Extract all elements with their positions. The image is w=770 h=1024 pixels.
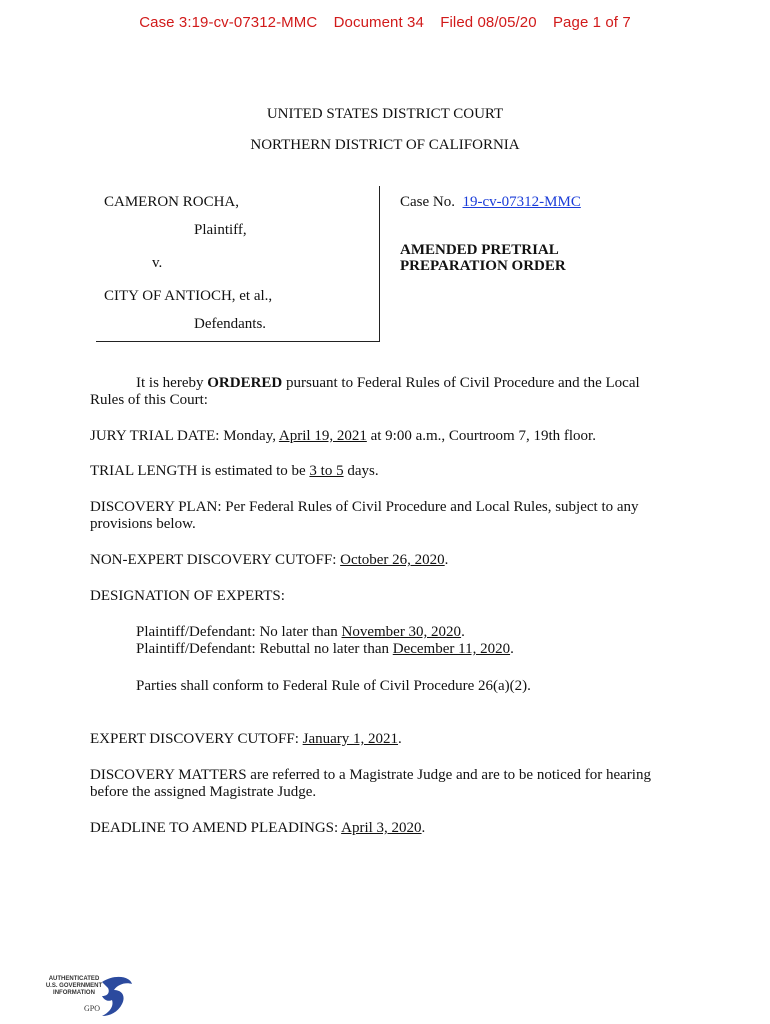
caption-divider-vertical: [379, 186, 380, 342]
expert-cutoff-label: EXPERT DISCOVERY CUTOFF:: [90, 731, 303, 747]
intro-text: It is hereby: [136, 375, 208, 391]
court-name: UNITED STATES DISTRICT COURT: [266, 106, 504, 122]
discovery-line1: DISCOVERY PLAN: Per Federal Rules of Civil Procedure and Local Rules, subject to any: [90, 499, 639, 515]
discovery-line2: provisions below.: [90, 516, 196, 532]
jury-trial-date: [90, 428, 690, 445]
experts-1-date: November 30, 2020: [341, 624, 462, 640]
amend-date: April 3, 2020: [341, 820, 422, 836]
case-no-label: Case No.: [400, 194, 455, 210]
caption-divider-horizontal: [96, 341, 380, 342]
gpo-logo-sub: GPO: [84, 1004, 101, 1013]
nonexpert-label: NON-EXPERT DISCOVERY CUTOFF:: [90, 552, 341, 568]
stamp-page: Page 1 of 7: [552, 14, 631, 31]
discovery-plan: [90, 499, 690, 533]
amend-period: .: [421, 820, 426, 836]
intro-paragraph: [90, 375, 690, 409]
stamp-document: Document 34: [333, 14, 424, 31]
ecf-header-stamp: [0, 14, 770, 31]
order-title-line2: PREPARATION ORDER: [400, 258, 566, 274]
intro-line2: Rules of this Court:: [90, 392, 208, 408]
experts-1-period: .: [461, 624, 465, 640]
jury-label: JURY TRIAL DATE: Monday,: [90, 428, 279, 444]
length-unit: days.: [343, 463, 379, 479]
experts-2-date: December 11, 2020: [392, 641, 511, 657]
versus: v.: [152, 255, 163, 271]
gpo-authentication-logo: [44, 974, 134, 1018]
order-title-line1: AMENDED PRETRIAL: [400, 242, 559, 258]
experts-2-label: Plaintiff/Defendant: Rebuttal no later than: [136, 641, 393, 657]
expert-cutoff-period: .: [398, 731, 402, 747]
matters-line1: DISCOVERY MATTERS are referred to a Magistrate Judge and are to be noticed for hearing: [90, 767, 651, 783]
experts-heading: DESIGNATION OF EXPERTS:: [90, 588, 285, 604]
court-district: NORTHERN DISTRICT OF CALIFORNIA: [250, 137, 520, 153]
non-expert-cutoff: [90, 552, 690, 569]
nonexpert-date: October 26, 2020: [340, 552, 445, 568]
order-title: [400, 242, 566, 274]
amend-pleadings-deadline: [90, 820, 690, 837]
length-label: TRIAL LENGTH is estimated to be: [90, 463, 310, 479]
intro-text-rest: pursuant to Federal Rules of Civil Procedure and the Local: [282, 375, 640, 391]
experts-conform: Parties shall conform to Federal Rule of Civil Procedure 26(a)(2).: [136, 678, 531, 694]
jury-details: at 9:00 a.m., Courtroom 7, 19th floor.: [366, 428, 596, 444]
eagle-icon: [96, 974, 136, 1018]
stamp-filed: Filed 08/05/20: [440, 14, 537, 31]
experts-2-period: .: [510, 641, 514, 657]
experts-deadline-2: [136, 641, 514, 658]
case-number-link[interactable]: 19-cv-07312-MMC: [462, 194, 581, 210]
amend-label: DEADLINE TO AMEND PLEADINGS:: [90, 820, 342, 836]
plaintiff-name: CAMERON ROCHA,: [104, 194, 240, 210]
expert-cutoff-date: January 1, 2021: [302, 731, 399, 747]
nonexpert-period: .: [444, 552, 449, 568]
trial-length: [90, 463, 690, 480]
case-number: [400, 194, 581, 211]
stamp-case: Case 3:19-cv-07312-MMC: [139, 14, 318, 31]
gpo-logo-text: AUTHENTICATED U.S. GOVERNMENT INFORMATION: [45, 976, 103, 996]
defendant-role: Defendants.: [194, 316, 267, 332]
length-value: 3 to 5: [309, 463, 344, 479]
experts-1-label: Plaintiff/Defendant: No later than: [136, 624, 342, 640]
matters-line2: before the assigned Magistrate Judge.: [90, 784, 317, 800]
experts-deadline-1: [136, 624, 465, 641]
defendant-name: CITY OF ANTIOCH, et al.,: [104, 288, 273, 304]
plaintiff-role: Plaintiff,: [194, 222, 247, 238]
caption-parties: [96, 186, 380, 341]
discovery-matters: [90, 767, 690, 801]
expert-discovery-cutoff: [90, 731, 690, 748]
jury-date: April 19, 2021: [278, 428, 367, 444]
intro-ordered: ORDERED: [207, 375, 283, 391]
